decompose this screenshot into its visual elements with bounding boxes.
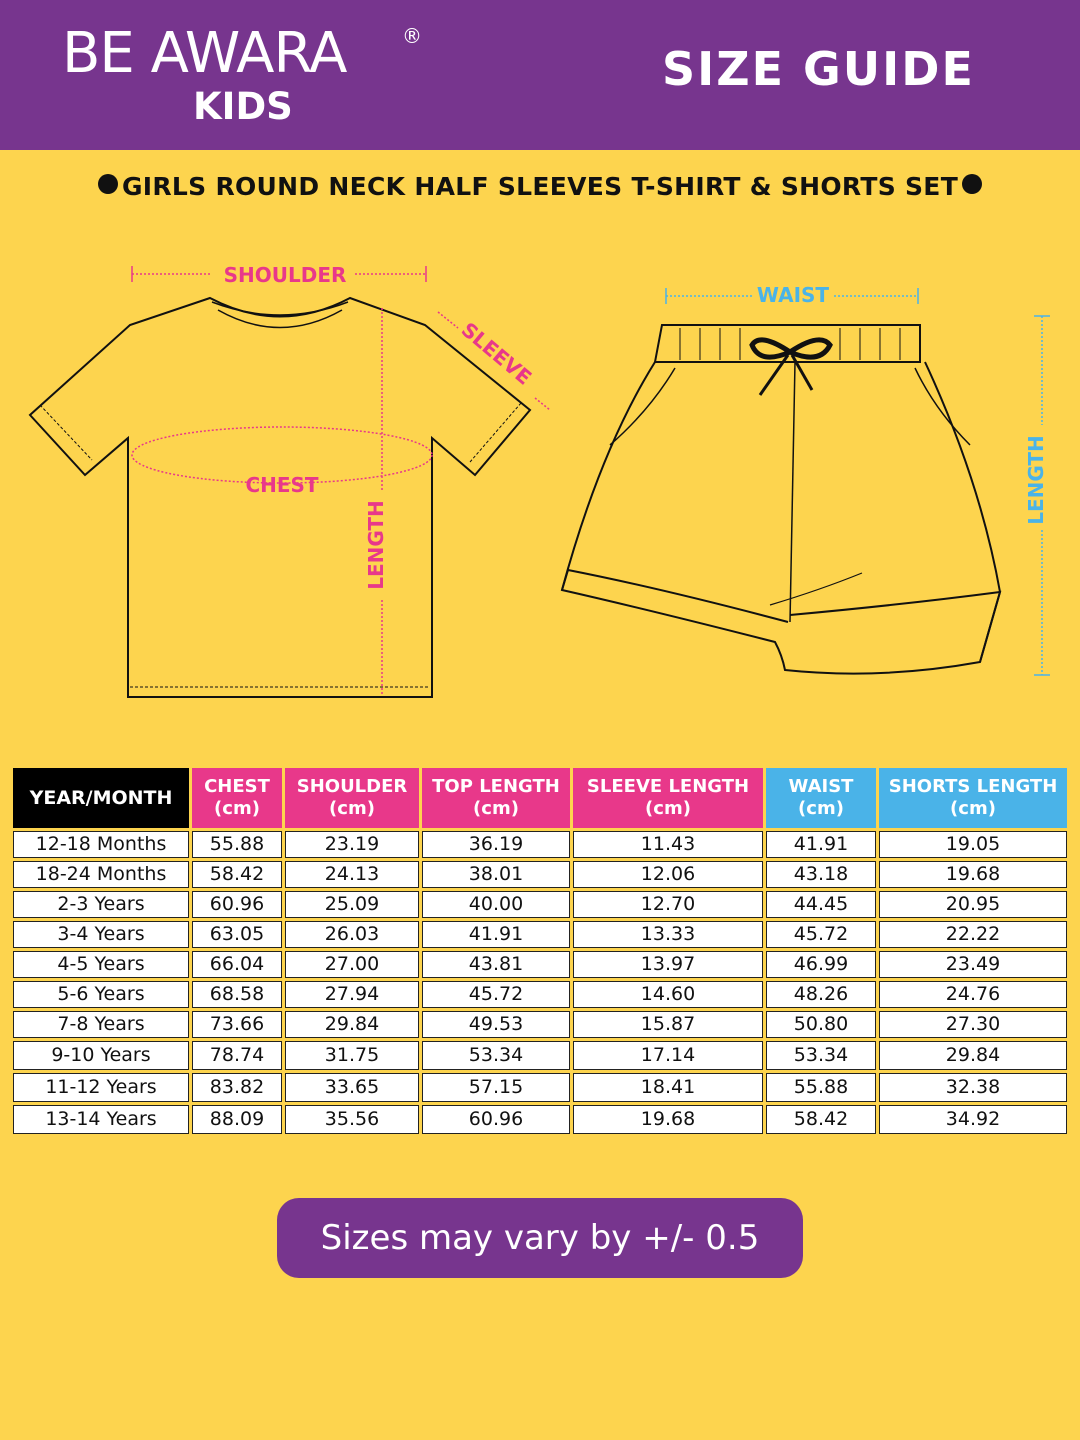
table-cell: 22.22 [879,921,1067,948]
table-cell: 9-10 Years [13,1041,189,1070]
table-cell: 45.72 [422,981,570,1008]
table-cell: 13-14 Years [13,1105,189,1134]
table-row [13,831,1067,858]
table-cell: 53.34 [766,1041,876,1070]
table-cell: 13.97 [573,951,763,978]
header-shorts-length: SHORTS LENGTH (cm) [879,768,1067,828]
page-title: SIZE GUIDE [662,42,975,96]
table-cell: 58.42 [192,861,282,888]
table-cell: 46.99 [766,951,876,978]
table-cell: 24.13 [285,861,419,888]
table-cell: 41.91 [422,921,570,948]
table-cell: 18.41 [573,1073,763,1102]
table-cell: 44.45 [766,891,876,918]
table-cell: 12-18 Months [13,831,189,858]
table-cell: 43.81 [422,951,570,978]
table-cell: 27.94 [285,981,419,1008]
table-row [13,1073,1067,1102]
table-cell: 73.66 [192,1011,282,1038]
table-cell: 14.60 [573,981,763,1008]
table-row [13,1041,1067,1070]
table-cell: 41.91 [766,831,876,858]
table-cell: 15.87 [573,1011,763,1038]
table-cell: 5-6 Years [13,981,189,1008]
table-cell: 35.56 [285,1105,419,1134]
table-cell: 48.26 [766,981,876,1008]
waist-label: WAIST [756,283,830,307]
bullet-dot-icon [962,174,982,194]
table-cell: 68.58 [192,981,282,1008]
chest-label: CHEST [245,473,319,497]
table-cell: 23.19 [285,831,419,858]
table-cell: 60.96 [192,891,282,918]
table-header-row [13,768,1067,828]
table-cell: 24.76 [879,981,1067,1008]
product-subtitle [0,172,1080,201]
table-cell: 43.18 [766,861,876,888]
brand-sub-text: KIDS [193,85,293,128]
drawstring-bow-icon [752,340,830,395]
table-cell: 55.88 [192,831,282,858]
table-cell: 3-4 Years [13,921,189,948]
tshirt-length-label: LENGTH [364,500,388,590]
header-banner [0,0,1080,150]
garment-diagram [0,250,1080,710]
header-year-month: YEAR/MONTH [13,768,189,828]
table-cell: 7-8 Years [13,1011,189,1038]
table-cell: 33.65 [285,1073,419,1102]
bullet-dot-icon [98,174,118,194]
header-top-length: TOP LENGTH (cm) [422,768,570,828]
table-cell: 36.19 [422,831,570,858]
table-cell: 55.88 [766,1073,876,1102]
table-cell: 53.34 [422,1041,570,1070]
table-cell: 18-24 Months [13,861,189,888]
table-cell: 63.05 [192,921,282,948]
shorts-length-label: LENGTH [1024,435,1048,525]
header-chest: CHEST (cm) [192,768,282,828]
table-cell: 25.09 [285,891,419,918]
table-cell: 58.42 [766,1105,876,1134]
table-row [13,1105,1067,1134]
table-cell: 57.15 [422,1073,570,1102]
table-cell: 29.84 [285,1011,419,1038]
table-cell: 11.43 [573,831,763,858]
sleeve-label: SLEEVE [456,317,537,390]
table-cell: 83.82 [192,1073,282,1102]
waistband-ribs [680,328,900,360]
table-row [13,861,1067,888]
table-row [13,891,1067,918]
header-shoulder: SHOULDER (cm) [285,768,419,828]
table-cell: 49.53 [422,1011,570,1038]
table-cell: 23.49 [879,951,1067,978]
size-variance-note: Sizes may vary by +/- 0.5 [277,1198,803,1278]
table-cell: 19.68 [573,1105,763,1134]
table-cell: 50.80 [766,1011,876,1038]
table-cell: 11-12 Years [13,1073,189,1102]
brand-logo-text: BE AWARA [62,21,347,86]
size-table-body [13,831,1067,1134]
table-cell: 27.30 [879,1011,1067,1038]
header-waist: WAIST (cm) [766,768,876,828]
product-subtitle-text: GIRLS ROUND NECK HALF SLEEVES T-SHIRT & SHORTS SET [121,172,959,201]
garment-diagram-svg [0,250,1080,710]
header-sleeve-length: SLEEVE LENGTH (cm) [573,768,763,828]
table-cell: 12.06 [573,861,763,888]
table-cell: 2-3 Years [13,891,189,918]
table-cell: 60.96 [422,1105,570,1134]
table-cell: 20.95 [879,891,1067,918]
table-cell: 29.84 [879,1041,1067,1070]
table-cell: 40.00 [422,891,570,918]
tshirt-outline [30,298,530,697]
shorts-outline [562,325,1000,674]
table-cell: 19.05 [879,831,1067,858]
table-row [13,981,1067,1008]
table-cell: 34.92 [879,1105,1067,1134]
table-cell: 78.74 [192,1041,282,1070]
shoulder-label: SHOULDER [223,263,347,287]
size-chart-table [10,765,1070,1137]
table-cell: 31.75 [285,1041,419,1070]
table-row [13,1011,1067,1038]
table-cell: 66.04 [192,951,282,978]
table-cell: 12.70 [573,891,763,918]
table-cell: 19.68 [879,861,1067,888]
table-cell: 26.03 [285,921,419,948]
table-row [13,921,1067,948]
registered-mark: ® [402,24,422,48]
table-cell: 45.72 [766,921,876,948]
table-cell: 4-5 Years [13,951,189,978]
table-cell: 17.14 [573,1041,763,1070]
table-cell: 88.09 [192,1105,282,1134]
table-cell: 13.33 [573,921,763,948]
table-row [13,951,1067,978]
table-cell: 27.00 [285,951,419,978]
table-cell: 38.01 [422,861,570,888]
table-cell: 32.38 [879,1073,1067,1102]
